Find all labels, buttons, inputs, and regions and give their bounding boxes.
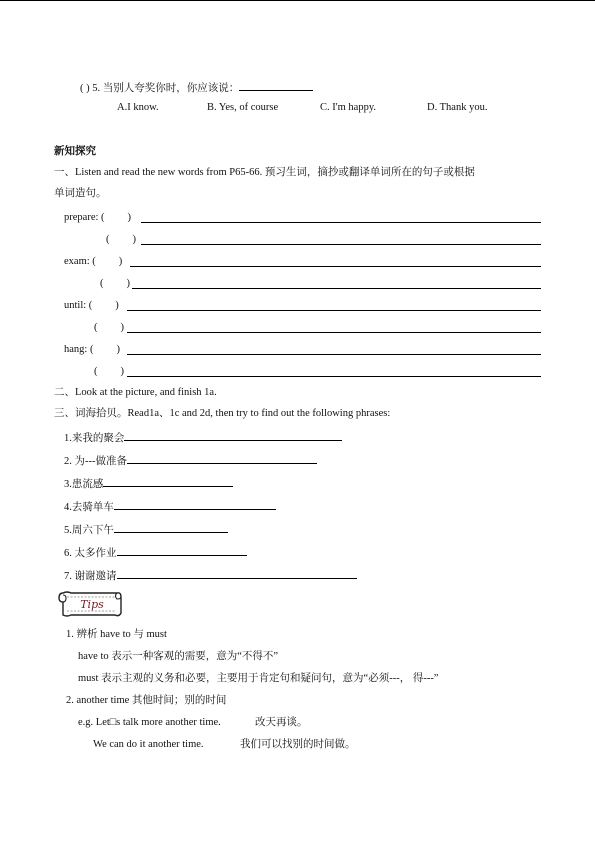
word-hang-label-2: ( ) bbox=[94, 366, 124, 377]
word-prepare-label-2: ( ) bbox=[106, 234, 136, 245]
phrase-6-blank[interactable] bbox=[117, 545, 247, 556]
phrase-2: 2. 为---做准备 bbox=[64, 453, 317, 469]
q5-line bbox=[80, 80, 313, 96]
word-until-line-2[interactable] bbox=[127, 332, 541, 333]
q5-option-d: D. Thank you. bbox=[427, 102, 488, 113]
word-prepare-line-1[interactable] bbox=[141, 222, 541, 223]
q5-option-a: A.I know. bbox=[117, 102, 159, 113]
tip2-example1-en: e.g. Let□s talk more another time. bbox=[78, 717, 221, 728]
tips-badge-icon bbox=[57, 589, 125, 619]
word-until-line-1[interactable] bbox=[127, 310, 541, 311]
q5-option-b: B. Yes, of course bbox=[207, 102, 279, 113]
phrase-3-blank[interactable] bbox=[103, 476, 233, 487]
phrase-4: 4.去骑单车 bbox=[64, 499, 276, 515]
page-top-border bbox=[0, 0, 595, 1]
word-exam-line-2[interactable] bbox=[132, 288, 541, 289]
part1-instruction-line1: 一、Listen and read the new words from P65-66. 预习生词，摘抄或翻译单词所在的句子或根据 bbox=[54, 167, 475, 178]
word-exam-label-2: ( ) bbox=[100, 278, 130, 289]
word-hang-line-2[interactable] bbox=[127, 376, 541, 377]
section-title: 新知探究 bbox=[54, 146, 96, 157]
word-hang-line-1[interactable] bbox=[127, 354, 541, 355]
tip2-example1-zh: 改天再谈。 bbox=[255, 717, 308, 728]
tip1-must: must 表示主观的义务和必要，主要用于肯定句和疑问句，意为“必须---， 得---” bbox=[78, 673, 439, 684]
phrase-7-blank[interactable] bbox=[117, 568, 357, 579]
tip2-example2-en: We can do it another time. bbox=[93, 739, 204, 750]
word-exam-label: exam: ( ) bbox=[64, 256, 123, 267]
phrase-1-blank[interactable] bbox=[124, 430, 342, 441]
part2-instruction: 二、Look at the picture, and finish 1a. bbox=[54, 387, 217, 398]
phrase-4-blank[interactable] bbox=[114, 499, 276, 510]
phrase-3: 3.患流感 bbox=[64, 476, 233, 492]
tips-label: Tips bbox=[80, 598, 104, 611]
part1-instruction-line2: 单词造句。 bbox=[54, 188, 107, 199]
q5-paren: ( ) bbox=[80, 83, 90, 94]
phrase-6: 6. 太多作业 bbox=[64, 545, 247, 561]
phrase-5: 5.周六下午 bbox=[64, 522, 228, 538]
word-exam-line-1[interactable] bbox=[130, 266, 541, 267]
tips-scroll-icon bbox=[57, 589, 125, 619]
phrase-2-blank[interactable] bbox=[127, 453, 317, 464]
word-until-label: until: ( ) bbox=[64, 300, 119, 311]
q5-text: 5. 当别人夸奖你时，你应该说： bbox=[92, 83, 240, 94]
tip2-title: 2. another time 其他时间；别的时间 bbox=[66, 695, 227, 706]
phrase-5-blank[interactable] bbox=[114, 522, 228, 533]
word-prepare-label: prepare: ( ) bbox=[64, 212, 132, 223]
part3-title: 三、词海拾贝。Read1a、1c and 2d, then try to find out the following phrases: bbox=[54, 408, 391, 419]
phrase-1: 1.来我的聚会 bbox=[64, 430, 342, 446]
q5-option-c: C. I'm happy. bbox=[320, 102, 377, 113]
word-until-label-2: ( ) bbox=[94, 322, 124, 333]
tip1-have-to: have to 表示一种客观的需要，意为“不得不” bbox=[78, 651, 279, 662]
tip2-example2-zh: 我们可以找别的时间做。 bbox=[240, 739, 356, 750]
q5-answer-blank[interactable] bbox=[239, 80, 313, 91]
word-prepare-line-2[interactable] bbox=[141, 244, 541, 245]
phrase-7: 7. 谢谢邀请 bbox=[64, 568, 357, 584]
word-hang-label: hang: ( ) bbox=[64, 344, 120, 355]
tip1-title: 1. 辨析 have to 与 must bbox=[66, 629, 167, 640]
